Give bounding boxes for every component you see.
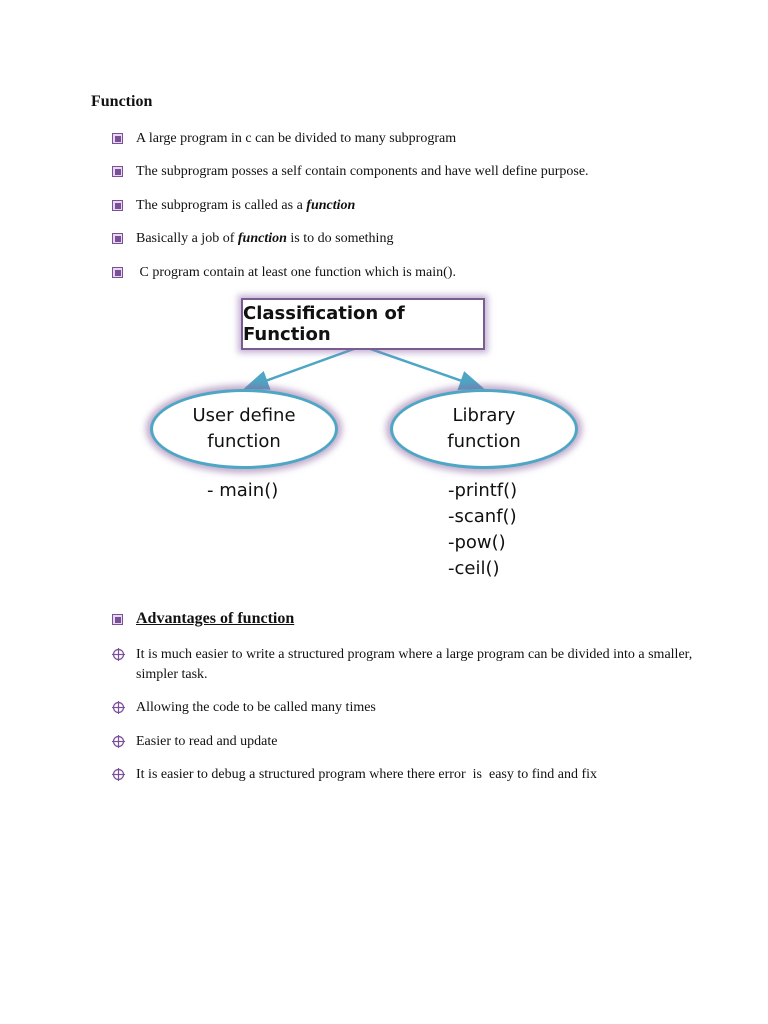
page-heading: Function (91, 93, 153, 110)
example-item: -scanf() (448, 506, 517, 527)
user-define-label (169, 403, 319, 455)
list-item-text: The subprogram posses a self contain components and have well define purpose. (136, 164, 589, 179)
list-item-text: A large program in c can be divided to many subprogram (136, 131, 457, 146)
arrow-right (362, 346, 482, 388)
emphasis-function: function (237, 231, 287, 246)
library-line2: function (447, 431, 521, 452)
purple-square-icon (112, 614, 123, 625)
list-item-text: Basically a job of function is to do something (136, 231, 394, 246)
example-item: -pow() (448, 532, 506, 553)
library-label (409, 403, 559, 455)
advantage-text: It is much easier to write a structured program where a large program can be divided into a smaller, simpler task. (136, 647, 693, 682)
crosshair-icon (112, 735, 125, 748)
user-define-examples (207, 478, 278, 504)
library-line1: Library (452, 405, 516, 426)
crosshair-icon (112, 701, 125, 714)
list-item-text: The subprogram is called as a function (136, 198, 356, 213)
list-item-text: C program contain at least one function which is main(). (136, 265, 456, 280)
crosshair-icon (112, 648, 125, 661)
crosshair-icon (112, 768, 125, 781)
user-define-ellipse (150, 389, 338, 469)
arrow-left (246, 346, 362, 388)
diagram-title: Classification of Function (243, 303, 405, 345)
advantage-text: Easier to read and update (136, 734, 278, 749)
user-define-line1: User define (192, 405, 296, 426)
library-examples (448, 478, 517, 582)
example-item: - main() (207, 480, 279, 501)
advantages-heading: Advantages of function (136, 610, 295, 627)
advantage-text: Allowing the code to be called many times (136, 700, 376, 715)
example-item: -printf() (448, 480, 518, 501)
diagram-title-box (241, 298, 485, 350)
advantage-text: It is easier to debug a structured program where there error is easy to find and fix (136, 767, 598, 782)
library-ellipse (390, 389, 578, 469)
emphasis-function: function (306, 198, 356, 213)
user-define-line2: function (207, 431, 281, 452)
example-item: -ceil() (448, 558, 500, 579)
